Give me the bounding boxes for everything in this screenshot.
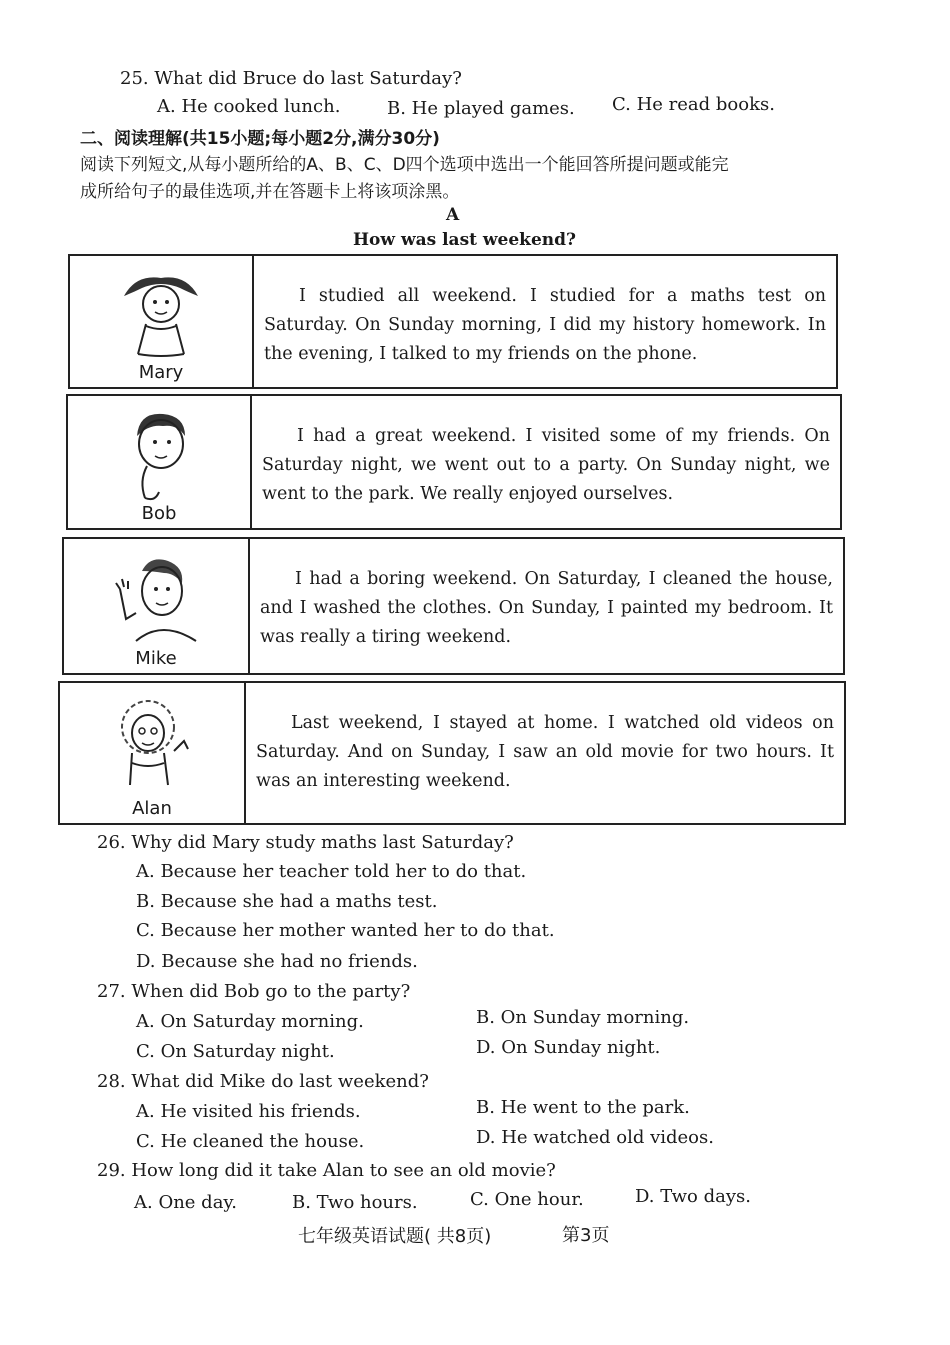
bob-name: Bob xyxy=(141,503,177,524)
footer-page-number: 第3页 xyxy=(562,1225,610,1246)
q28-option-a: A. He visited his friends. xyxy=(136,1101,361,1122)
alan-portrait xyxy=(60,683,246,823)
passage-box-bob xyxy=(66,394,842,530)
section-heading: 二、阅读理解(共15小题;每小题2分,满分30分) xyxy=(80,129,440,149)
passage-box-mary xyxy=(68,254,838,389)
q27-option-d: D. On Sunday night. xyxy=(476,1037,661,1058)
q27-question: 27. When did Bob go to the party? xyxy=(97,981,411,1002)
mike-portrait xyxy=(64,539,250,673)
q25-option-a: A. He cooked lunch. xyxy=(157,96,341,117)
q29-question: 29. How long did it take Alan to see an old movie? xyxy=(97,1160,556,1181)
passage-box-alan xyxy=(58,681,846,825)
q25-question: 25. What did Bruce do last Saturday? xyxy=(120,68,462,89)
mike-text: I had a boring weekend. On Saturday, I cleaned the house, and I washed the clothes. On Sunday, I painted my bedroom. It was really a tiring weekend. xyxy=(260,569,833,647)
boy-waving-icon xyxy=(106,549,206,649)
q29-option-d: D. Two days. xyxy=(635,1186,751,1207)
footer-exam-label: 七年级英语试题( 共8页) xyxy=(298,1226,492,1247)
q25-option-b: B. He played games. xyxy=(387,98,575,119)
passage-box-mike xyxy=(62,537,845,675)
mary-text: I studied all weekend. I studied for a maths test on Saturday. On Sunday morning, I did my history homework. In the evening, I talked to my friends on the phone. xyxy=(264,286,826,364)
q26-option-c: C. Because her mother wanted her to do that. xyxy=(136,920,555,941)
q27-option-c: C. On Saturday night. xyxy=(136,1041,335,1062)
mike-name: Mike xyxy=(135,648,177,669)
curly-hair-child-icon xyxy=(102,693,202,793)
mary-portrait xyxy=(70,256,254,387)
q29-option-b: B. Two hours. xyxy=(292,1192,418,1213)
q27-option-a: A. On Saturday morning. xyxy=(136,1011,364,1032)
q29-option-a: A. One day. xyxy=(134,1192,237,1213)
bob-text: I had a great weekend. I visited some of my friends. On Saturday night, we went out to a party. On Sunday night, we went to the park. We really enjoyed ourselves. xyxy=(262,426,830,504)
passage-title: How was last weekend? xyxy=(353,230,576,250)
q27-option-b: B. On Sunday morning. xyxy=(476,1007,690,1028)
q26-option-b: B. Because she had a maths test. xyxy=(136,891,438,912)
q26-option-a: A. Because her teacher told her to do that. xyxy=(136,861,527,882)
q25-option-c: C. He read books. xyxy=(612,94,775,115)
section-instruction-1: 阅读下列短文,从每小题所给的A、B、C、D四个选项中选出一个能回答所提问题或能完 xyxy=(80,155,729,175)
q28-option-c: C. He cleaned the house. xyxy=(136,1131,365,1152)
q29-option-c: C. One hour. xyxy=(470,1189,584,1210)
bob-portrait xyxy=(68,396,252,528)
passage-letter: A xyxy=(446,205,460,225)
q28-question: 28. What did Mike do last weekend? xyxy=(97,1071,429,1092)
q26-option-d: D. Because she had no friends. xyxy=(136,951,418,972)
alan-text: Last weekend, I stayed at home. I watched old videos on Saturday. And on Sunday, I saw an old movie for two hours. It was an interesting weekend. xyxy=(256,713,834,791)
alan-name: Alan xyxy=(132,798,172,819)
girl-portrait-icon xyxy=(116,266,206,361)
q28-option-b: B. He went to the park. xyxy=(476,1097,690,1118)
boy-portrait-icon xyxy=(119,406,199,506)
q28-option-d: D. He watched old videos. xyxy=(476,1127,714,1148)
mary-name: Mary xyxy=(138,362,184,383)
q26-question: 26. Why did Mary study maths last Saturday? xyxy=(97,832,514,853)
section-instruction-2: 成所给句子的最佳选项,并在答题卡上将该项涂黑。 xyxy=(80,182,460,202)
